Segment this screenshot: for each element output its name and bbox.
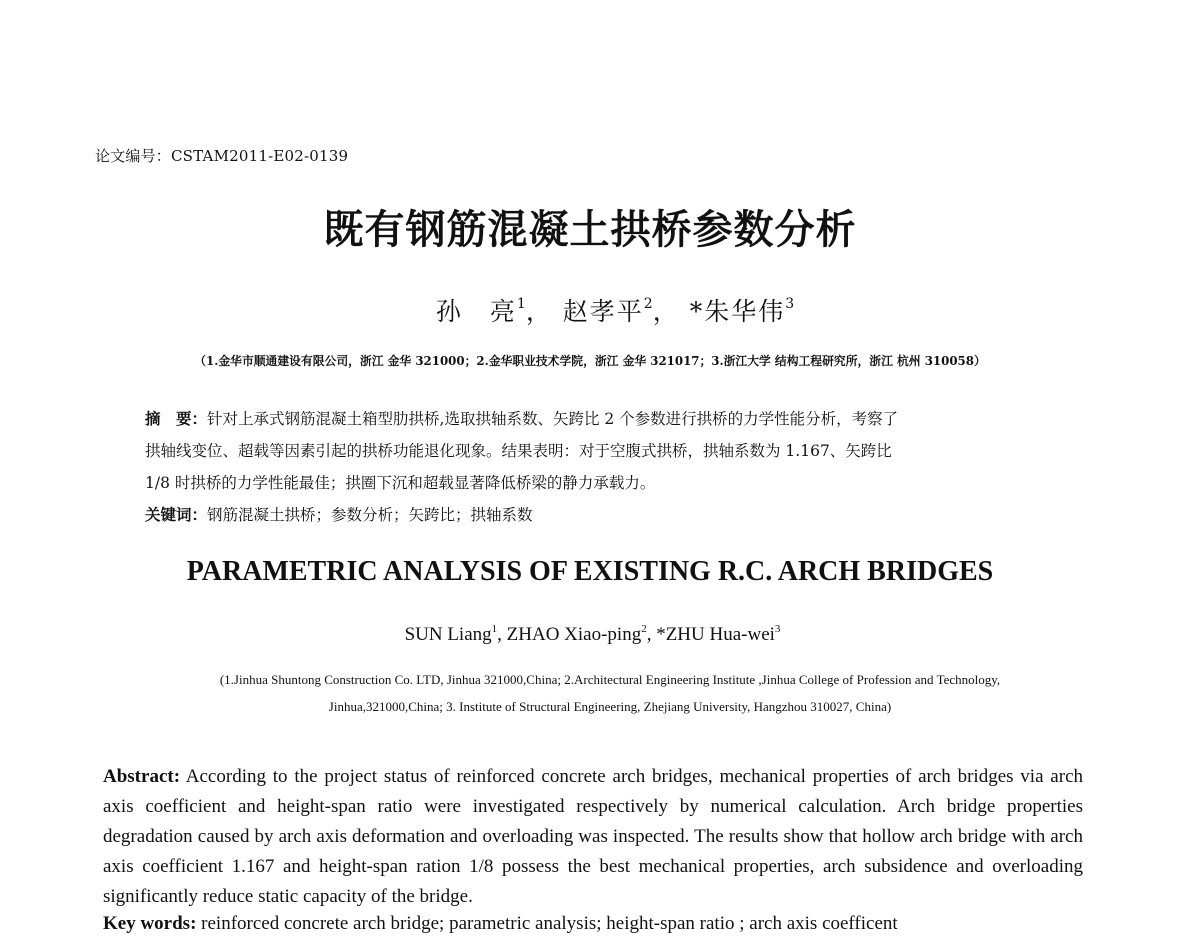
english-keywords (103, 913, 898, 935)
author-affil-mark: 1 (491, 623, 498, 635)
english-affiliation (0, 666, 1200, 720)
abstract-text: According to the project status of reinforced concrete arch bridges, mechanical properties of arch bridges via arch axis coefficient and height-span ratio were investigated respectively by numerical calculation. Arch bridge properties degradation caused by arch axis deformation and overloading was inspected. The results show that hollow arch bridge with arch axis coefficient 1.167 and height-span ration 1/8 possess the best mechanical properties, arch subsidence and overloading significantly reduce static capacity of the bridge. (103, 766, 1084, 907)
english-title: PARAMETRIC ANALYSIS OF EXISTING R.C. ARCH BRIDGES (186, 556, 994, 587)
chinese-affiliation: （1.金华市顺通建设有限公司，浙江 金华 321000；2.金华职业技术学院，浙江 金华 321017；3.浙江大学 结构工程研究所，浙江 杭州 310058） (194, 354, 986, 368)
abstract-text: 针对上承式钢筋混凝土箱型肋拱桥,选取拱轴系数、矢跨比 2 个参数进行拱桥的力学性能分析，考察了 (207, 410, 899, 428)
english-authors (0, 623, 1185, 646)
keywords-line (145, 499, 1045, 531)
author-name: *ZHU Hua-wei (656, 624, 775, 645)
author-separator: ， (652, 297, 680, 326)
author-affil-mark: 2 (641, 623, 647, 635)
chinese-authors (0, 292, 1200, 328)
author-name: SUN Liang (404, 624, 492, 645)
keywords-text: reinforced concrete arch bridge; parametric analysis; height-span ratio ; arch axis coefficent (201, 913, 898, 934)
paper-id: 论文编号：CSTAM2011-E02-0139 (95, 147, 349, 165)
abstract-line (145, 403, 1045, 435)
author-name: *朱华伟 (689, 297, 786, 326)
keywords-label: 关键词： (145, 505, 208, 524)
keywords-text: 钢筋混凝土拱桥；参数分析；矢跨比；拱轴系数 (207, 506, 533, 524)
keywords-label: Key words: (103, 913, 197, 934)
author-separator: , (646, 624, 657, 645)
abstract-label: Abstract: (103, 766, 181, 787)
author-separator: ， (525, 297, 553, 326)
author-affil-mark: 2 (643, 296, 653, 312)
author-affil-mark: 1 (516, 296, 526, 312)
english-abstract (103, 762, 1083, 912)
abstract-label: 摘 要： (145, 409, 208, 428)
author-affil-mark: 3 (774, 623, 781, 635)
chinese-title: 既有钢筋混凝土拱桥参数分析 (323, 207, 857, 253)
author-name: 赵孝平 (562, 297, 644, 326)
author-separator: , (497, 624, 507, 645)
chinese-abstract (145, 403, 1045, 531)
abstract-line: 1/8 时拱桥的力学性能最佳；拱圈下沉和超载显著降低桥梁的静力承载力。 (145, 474, 656, 492)
author-name: 孙 亮 (435, 297, 517, 326)
affiliation-line: Jinhua,321000,China; 3. Institute of Structural Engineering, Zhejiang University, Hangzhou 310027, China) (328, 699, 892, 714)
affiliation-line: (1.Jinhua Shuntong Construction Co. LTD, Jinhua 321000,China; 2.Architectural Engineering Institute ,Jinhua College of Profession and Technology, (219, 672, 1001, 687)
author-affil-mark: 3 (785, 296, 795, 312)
author-name: ZHAO Xiao-ping (506, 624, 642, 645)
abstract-line: 拱轴线变位、超载等因素引起的拱桥功能退化现象。结果表明：对于空腹式拱桥，拱轴系数为 1.167、矢跨比 (145, 442, 892, 460)
